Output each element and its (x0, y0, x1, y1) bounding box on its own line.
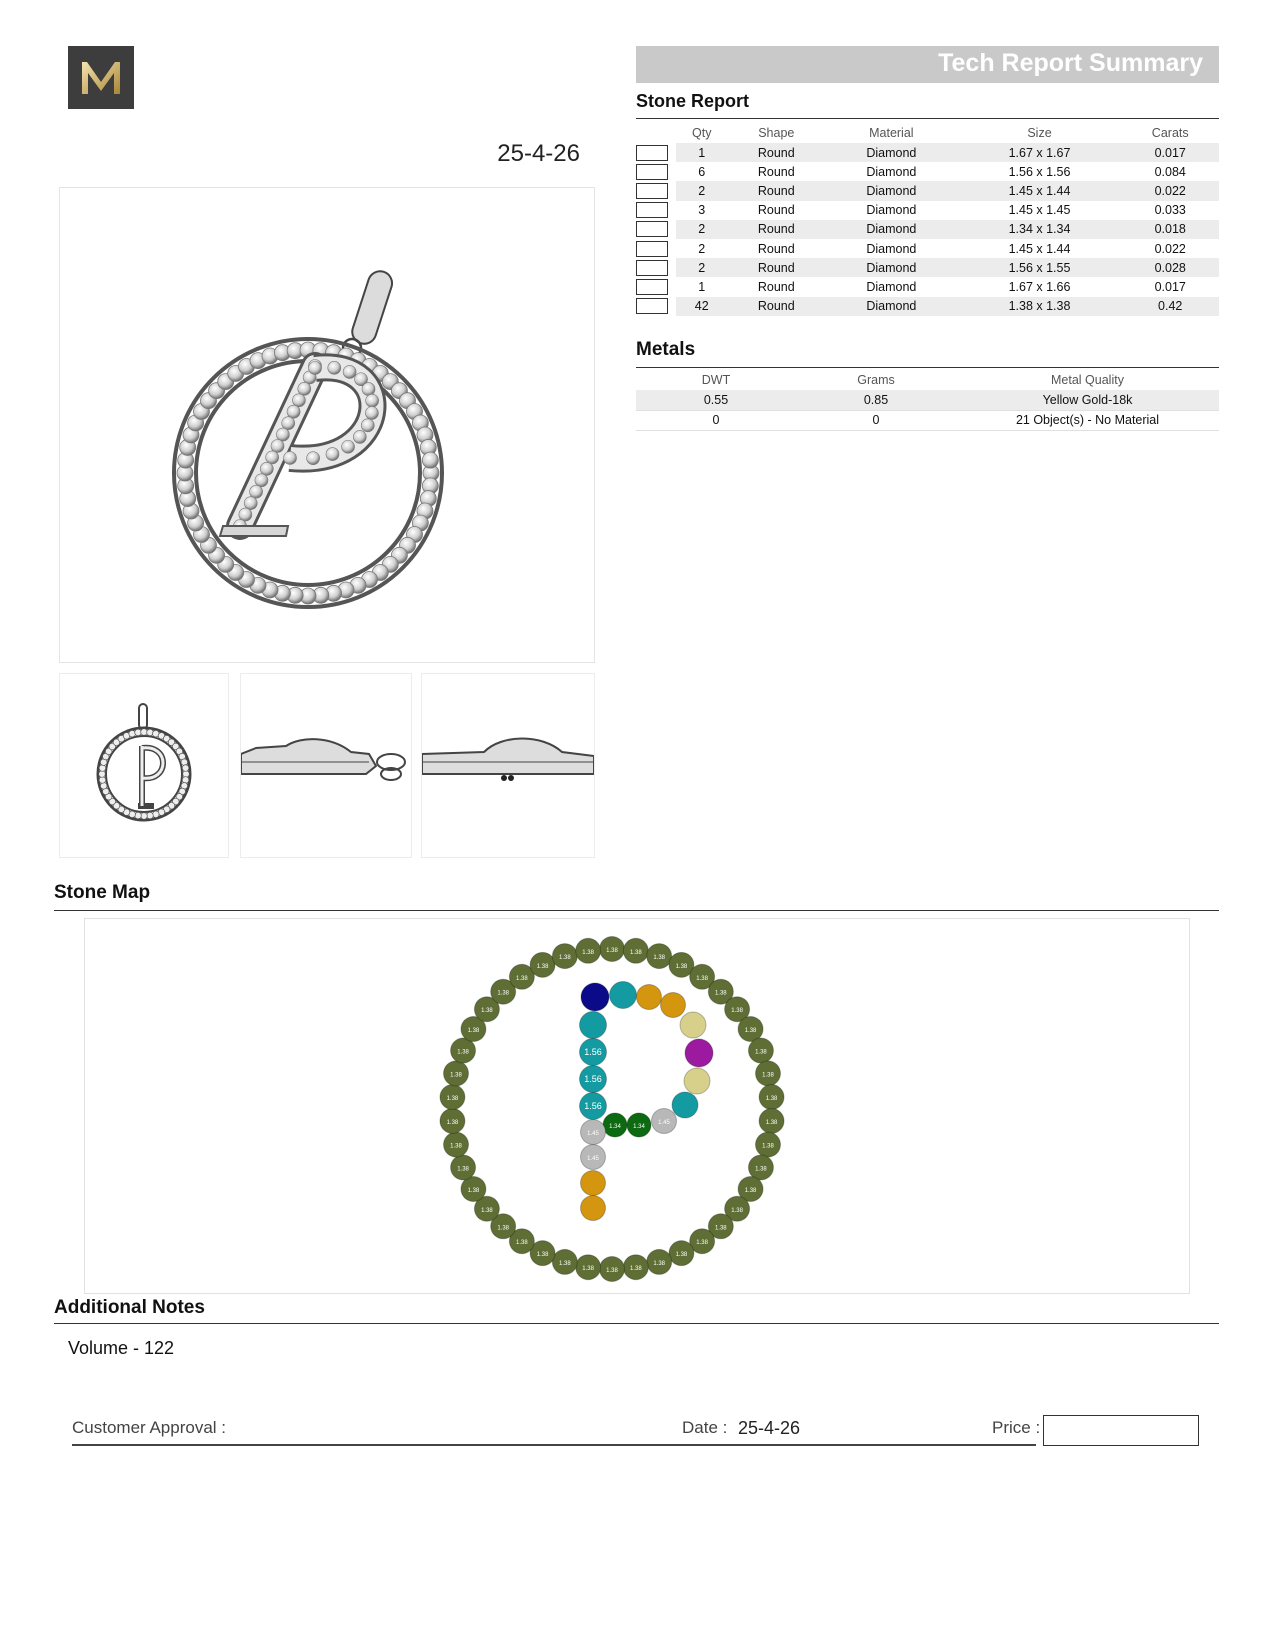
column-header-shape: Shape (758, 126, 795, 140)
stone-size-label: 1.56 (584, 1074, 602, 1084)
table-row (636, 390, 1219, 410)
row-checkbox-cell[interactable] (636, 143, 676, 162)
stone-size-label: 1.38 (696, 1240, 708, 1247)
stone-size-label: 1.38 (467, 1188, 480, 1194)
stone-size-label: 1.38 (516, 1240, 528, 1247)
table-row (636, 239, 1219, 258)
stone-size-label: 1.38 (653, 1260, 666, 1267)
table-row (636, 410, 1219, 431)
shape-cell: Round (757, 279, 795, 294)
checkbox-column-header (636, 123, 676, 143)
stone-size-label: 1.38 (714, 990, 727, 997)
table-row (636, 220, 1219, 239)
size-cell: 1.38 x 1.38 (958, 297, 1122, 316)
shape-cell: Round (728, 181, 826, 200)
shape-cell: Round (728, 220, 826, 239)
shape-cell: Round (728, 258, 826, 277)
report-title-bar (636, 46, 1219, 83)
stone-size-label: 1.38 (696, 975, 708, 982)
shape-cell: Round (757, 203, 795, 218)
stone-table-header (636, 123, 1219, 143)
letter-stone (610, 982, 637, 1009)
stone-size-label: 1.38 (497, 990, 510, 997)
letter-stone (580, 1012, 607, 1039)
stone-size-label: 1.45 (587, 1131, 599, 1137)
carats-cell: 0.084 (1154, 164, 1186, 179)
table-row (636, 143, 1219, 162)
column-header-carats: Carats (1151, 126, 1189, 140)
stone-map-divider (54, 910, 1219, 911)
stone-map-diagram (84, 918, 1190, 1294)
qty-cell: 1 (698, 279, 706, 294)
stone-size-label: 1.38 (765, 1096, 778, 1103)
letter-stone (680, 1012, 706, 1038)
size-cell: 1.56 x 1.56 (1008, 164, 1071, 179)
row-checkbox-cell[interactable] (636, 258, 676, 277)
shape-cell: Round (728, 143, 826, 162)
stone-size-label: 1.38 (582, 949, 594, 956)
row-checkbox-cell[interactable] (636, 220, 676, 239)
shape-cell: Round (757, 241, 795, 256)
stone-size-label: 1.38 (450, 1072, 462, 1079)
stone-size-label: 1.38 (675, 1252, 688, 1259)
material-cell: Diamond (866, 279, 917, 294)
header-date: 25-4-26 (497, 140, 580, 167)
stone-size-label: 1.38 (606, 948, 618, 954)
stone-report-table (636, 123, 1219, 316)
stone-size-label: 1.38 (744, 1028, 757, 1034)
metal-quality-cell: 21 Object(s) - No Material (956, 410, 1219, 431)
column-header-dwt: DWT (701, 373, 731, 387)
carats-cell: 0.42 (1121, 297, 1219, 316)
stone-size-label: 1.38 (731, 1207, 743, 1214)
stone-size-label: 1.38 (765, 1119, 778, 1126)
qty-cell: 6 (698, 164, 706, 179)
stone-size-label: 1.38 (744, 1188, 757, 1194)
carats-cell: 0.022 (1121, 181, 1219, 200)
stone-size-label: 1.45 (658, 1120, 670, 1126)
material-cell: Diamond (825, 143, 958, 162)
stone-report-divider (636, 118, 1219, 119)
stone-size-label: 1.38 (446, 1119, 459, 1126)
report-title: Tech Report Summary (938, 49, 1203, 77)
size-cell: 1.34 x 1.34 (958, 220, 1122, 239)
metal-quality-cell: Yellow Gold-18k (956, 390, 1219, 410)
stone-size-label: 1.38 (755, 1166, 767, 1173)
stone-size-label: 1.38 (630, 949, 642, 956)
pendant-main-render (59, 187, 595, 663)
row-checkbox-cell[interactable] (636, 181, 676, 200)
stone-size-label: 1.34 (633, 1124, 645, 1130)
date-label: Date : (682, 1418, 728, 1437)
carats-cell: 0.033 (1154, 203, 1186, 218)
stone-size-label: 1.56 (584, 1101, 602, 1111)
price-label: Price : (992, 1418, 1041, 1437)
letter-stone (581, 983, 609, 1011)
letter-stone (672, 1092, 698, 1118)
grams-cell: 0.85 (796, 390, 956, 410)
stone-size-label: 1.38 (731, 1008, 743, 1015)
letter-stone (637, 985, 662, 1010)
metals-divider (636, 367, 1219, 368)
row-checkbox[interactable] (636, 298, 668, 314)
side-view-thumbnail (240, 673, 412, 858)
material-cell: Diamond (866, 164, 917, 179)
row-checkbox[interactable] (636, 183, 668, 199)
stone-size-label: 1.45 (587, 1156, 599, 1162)
size-cell: 1.67 x 1.66 (1008, 279, 1071, 294)
qty-cell: 2 (698, 241, 706, 256)
stone-size-label: 1.38 (606, 1268, 618, 1274)
back-view-thumbnail (421, 673, 595, 858)
table-row (636, 277, 1219, 296)
row-checkbox-cell[interactable] (636, 277, 676, 296)
notes-divider (54, 1323, 1219, 1324)
letter-stone (661, 993, 686, 1018)
metals-title: Metals (636, 339, 696, 360)
stone-size-label: 1.38 (755, 1049, 767, 1056)
material-cell: Diamond (866, 203, 917, 218)
company-logo (68, 46, 134, 109)
row-checkbox[interactable] (636, 221, 668, 237)
customer-approval-label: Customer Approval : (72, 1418, 227, 1437)
stone-size-label: 1.38 (481, 1207, 493, 1214)
row-checkbox[interactable] (636, 164, 668, 180)
front-view-thumbnail (59, 673, 229, 858)
carats-cell: 0.017 (1121, 143, 1219, 162)
column-header-grams: Grams (857, 373, 895, 387)
shape-cell: Round (728, 297, 826, 316)
material-cell: Diamond (825, 181, 958, 200)
letter-stone (684, 1068, 710, 1094)
letter-stone (685, 1039, 713, 1067)
row-checkbox[interactable] (636, 241, 668, 257)
shape-cell: Round (757, 164, 795, 179)
customer-approval-signature-line[interactable] (72, 1444, 1036, 1446)
size-cell: 1.56 x 1.55 (958, 258, 1122, 277)
carats-cell: 0.022 (1154, 241, 1186, 256)
stone-size-label: 1.38 (653, 955, 666, 962)
grams-cell: 0 (796, 410, 956, 431)
stone-size-label: 1.38 (481, 1008, 493, 1015)
qty-cell: 2 (676, 181, 728, 200)
letter-stone (581, 1171, 606, 1196)
stone-size-label: 1.38 (762, 1072, 774, 1079)
material-cell: Diamond (825, 297, 958, 316)
qty-cell: 3 (698, 203, 706, 218)
dwt-cell: 0.55 (636, 390, 796, 410)
dwt-cell: 0 (636, 410, 796, 431)
qty-cell: 42 (676, 297, 728, 316)
stone-report-title: Stone Report (636, 91, 750, 111)
metals-table-header (636, 370, 1219, 390)
qty-cell: 2 (676, 258, 728, 277)
stone-size-label: 1.38 (714, 1225, 727, 1232)
row-checkbox[interactable] (636, 260, 668, 276)
row-checkbox-cell[interactable] (636, 297, 676, 316)
stone-size-label: 1.38 (558, 955, 571, 962)
column-header-size: Size (1027, 126, 1052, 140)
stone-size-label: 1.38 (457, 1166, 469, 1173)
table-row (636, 201, 1219, 220)
stone-size-label: 1.56 (584, 1047, 602, 1057)
stone-map-title: Stone Map (54, 882, 151, 903)
column-header-metal-quality: Metal Quality (1051, 373, 1124, 387)
stone-size-label: 1.38 (675, 963, 688, 970)
row-checkbox-cell[interactable] (636, 162, 676, 181)
material-cell: Diamond (825, 258, 958, 277)
qty-cell: 2 (676, 220, 728, 239)
notes-text: Volume - 122 (68, 1338, 175, 1358)
table-row (636, 181, 1219, 200)
column-header-material: Material (869, 126, 914, 140)
stone-size-label: 1.38 (558, 1260, 571, 1267)
carats-cell: 0.028 (1121, 258, 1219, 277)
stone-size-label: 1.38 (446, 1096, 459, 1103)
stone-size-label: 1.38 (497, 1225, 510, 1232)
stone-size-label: 1.38 (582, 1266, 594, 1273)
material-cell: Diamond (866, 241, 917, 256)
additional-notes-title: Additional Notes (54, 1297, 205, 1318)
size-cell: 1.45 x 1.44 (958, 181, 1122, 200)
size-cell: 1.45 x 1.45 (1008, 203, 1071, 218)
metals-table (636, 370, 1219, 431)
stone-size-label: 1.38 (467, 1028, 480, 1034)
table-row (636, 162, 1219, 181)
price-field[interactable] (1043, 1415, 1199, 1446)
table-row (636, 258, 1219, 277)
stone-size-label: 1.38 (630, 1266, 642, 1273)
size-cell: 1.45 x 1.44 (1008, 241, 1071, 256)
row-checkbox[interactable] (636, 202, 668, 218)
column-header-qty: Qty (692, 126, 712, 140)
stone-size-label: 1.38 (536, 963, 549, 970)
row-checkbox-cell[interactable] (636, 201, 676, 220)
row-checkbox[interactable] (636, 145, 668, 161)
letter-stone (581, 1196, 606, 1221)
material-cell: Diamond (825, 220, 958, 239)
row-checkbox[interactable] (636, 279, 668, 295)
row-checkbox-cell[interactable] (636, 239, 676, 258)
carats-cell: 0.017 (1154, 279, 1186, 294)
carats-cell: 0.018 (1121, 220, 1219, 239)
table-row (636, 297, 1219, 316)
stone-size-label: 1.38 (762, 1143, 774, 1150)
stone-size-label: 1.34 (609, 1124, 621, 1130)
stone-size-label: 1.38 (450, 1143, 462, 1150)
qty-cell: 1 (676, 143, 728, 162)
size-cell: 1.67 x 1.67 (958, 143, 1122, 162)
stone-size-label: 1.38 (536, 1252, 549, 1259)
stone-size-label: 1.38 (457, 1049, 469, 1056)
date-value: 25-4-26 (738, 1418, 801, 1438)
stone-size-label: 1.38 (516, 975, 528, 982)
